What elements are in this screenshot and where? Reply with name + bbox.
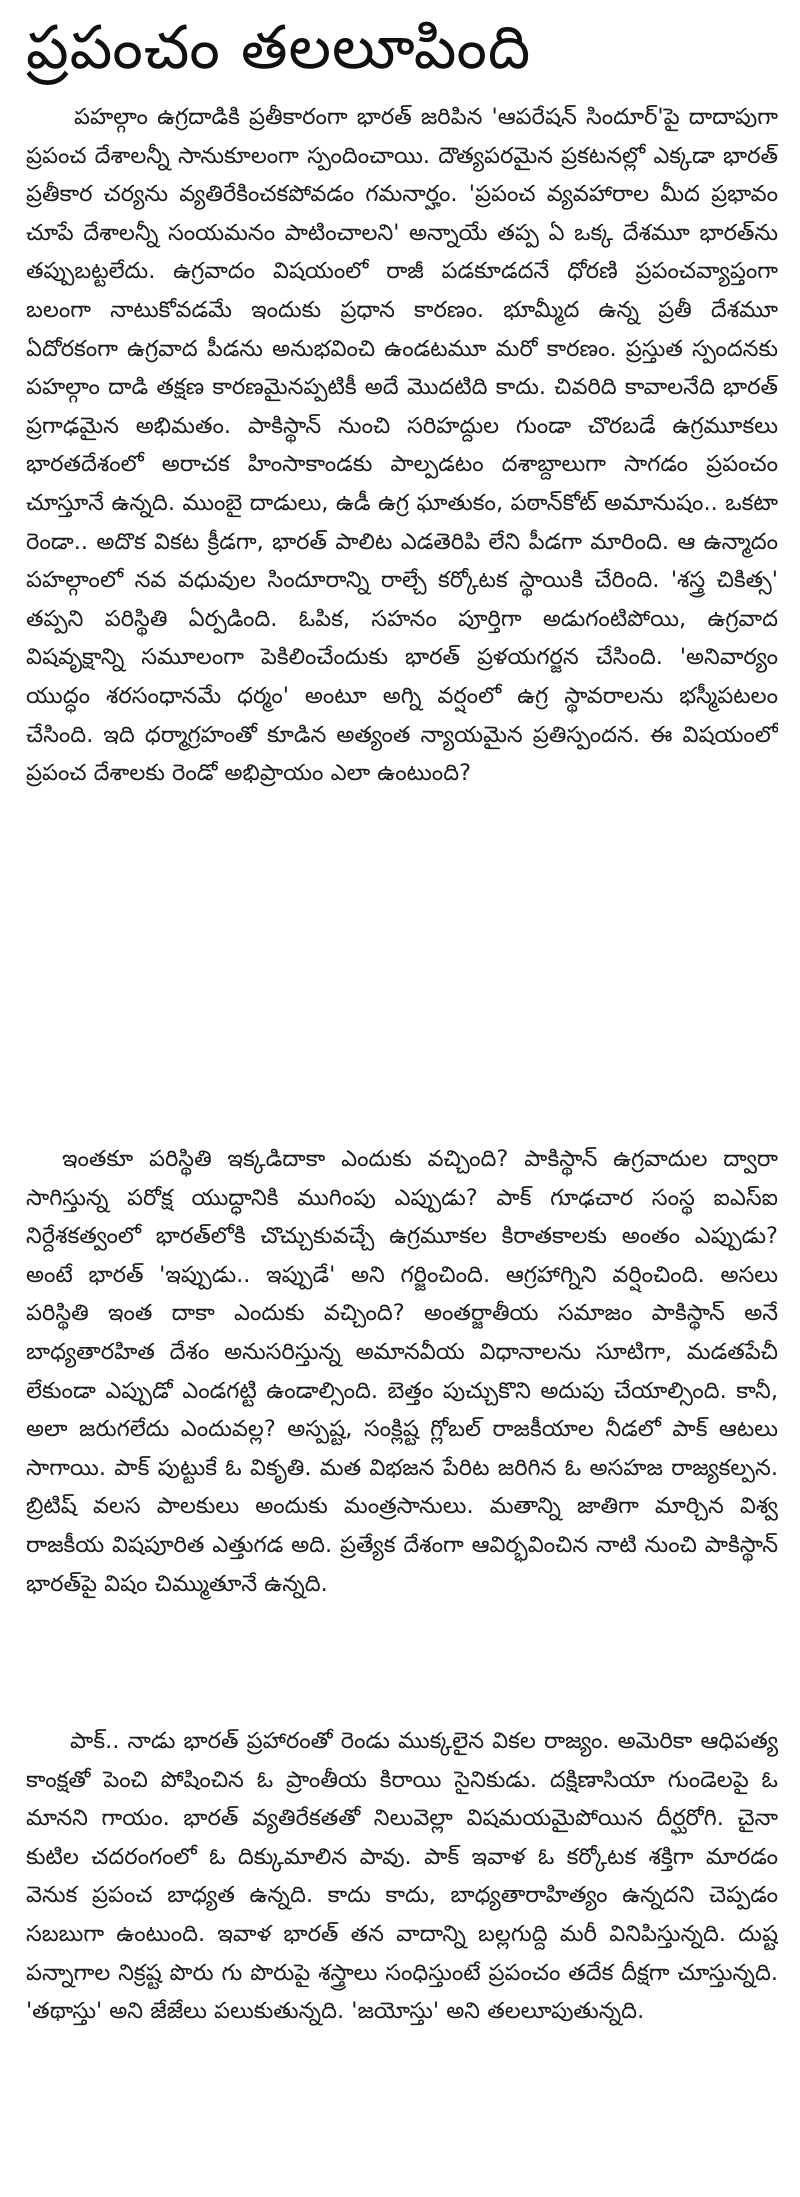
article-body: [26, 98, 778, 2142]
article-headline: ప్రపంచం తలలూపింది: [26, 13, 532, 83]
article-paragraph-2: ఇంతకూ పరిస్థితి ఇక్కడిదాకా ఎందుకు వచ్చింది? పాకిస్థాన్ ఉగ్రవాదుల ద్వారా సాగిస్తున్న పరోక్ష యుద్ధానికి ముగింపు ఎప్పుడు? పాక్ గూఢచార సంస్థ ఐఎస్ఐ నిర్దేశకత్వంలో భారత్‌లోకి చొచ్చుకువచ్చే ఉగ్రమూకల కిరాతకాలకు అంతం ఎప్పుడు? అంటే భారత్ 'ఇప్పుడు.. ఇప్పుడే' అని గర్జించింది. ఆగ్రహాగ్నిని వర్షించింది. అసలు పరిస్థితి ఇంత దాకా ఎందుకు వచ్చింది? అంతర్జాతీయ సమాజం పాకిస్థాన్ అనే బాధ్యతారహిత దేశం అనుసరిస్తున్న అమానవీయ విధానాలను సూటిగా, మడతపేచీ లేకుండా ఎప్పుడో ఎండగట్టి ఉండాల్సింది. బెత్తం పుచ్చుకొని అదుపు చేయాల్సింది. కానీ, అలా జరుగలేదు ఎందువల్ల? అస్పష్ట, సంక్లిష్ట గ్లోబల్ రాజకీయాల నీడలో పాక్ ఆటలు సాగాయి. పాక్ పుట్టుకే ఓ వికృతి. మత విభజన పేరిట జరిగిన ఓ అసహజ రాజ్యకల్పన. బ్రిటిష్ వలస పాలకులు అందుకు మంత్రసానులు. మతాన్ని జాతిగా మార్చిన విశ్వ రాజకీయ విషపూరిత ఎత్తుగడ అది. ప్రత్యేక దేశంగా ఆవిర్భవించిన నాటి నుంచి పాకిస్థాన్ భారత్‌పై విషం చిమ్ముతూనే ఉన్నది.: [26, 1146, 778, 1597]
article-paragraph-3: పాక్.. నాడు భారత్ ప్రహారంతో రెండు ముక్కలైన వికల రాజ్యం. అమెరికా ఆధిపత్య కాంక్షతో పెంచి పోషించిన ఓ ప్రాంతీయ కిరాయి సైనికుడు. దక్షిణాసియా గుండెలపై ఓ మానని గాయం. భారత్ వ్యతిరేకతతో నిలువెల్లా విషమయమైపోయిన దీర్ఘరోగి. చైనా కుటిల చదరంగంలో ఓ దిక్కుమాలిన పావు. పాక్ ఇవాళ ఓ కర్కోటక శక్తిగా మారడం వెనుక ప్రపంచ బాధ్యత ఉన్నది. కాదు కాదు, బాధ్యతారాహిత్యం ఉన్నదని చెప్పడం సబబుగా ఉంటుంది. ఇవాళ భారత్ తన వాదాన్ని బల్లగుద్ది మరీ వినిపిస్తున్నది. దుష్ట పన్నాగాల నిక్రష్ట పొరు గు పొరుపై శస్త్రాలు సంధిస్తుంటే ప్రపంచం తదేక దీక్షగా చూస్తున్నది. 'తథాస్తు' అని జేజేలు పలుకుతున్నది. 'జయోస్తు' అని తలలూపుతున్నది.: [26, 1728, 778, 2025]
article-paragraph-1: పహల్గాం ఉగ్రదాడికి ప్రతీకారంగా భారత్ జరిపిన 'ఆపరేషన్ సిందూర్'పై దాదాపుగా ప్రపంచ దేశాలన్నీ సానుకూలంగా స్పందించాయి. దౌత్యపరమైన ప్రకటనల్లో ఎక్కడా భారత్ ప్రతీకార చర్యను వ్యతిరేకించకపోవడం గమనార్హం. 'ప్రపంచ వ్యవహారాల మీద ప్రభావం చూపే దేశాలన్నీ సంయమనం పాటించాలని' అన్నాయే తప్ప ఏ ఒక్క దేశమూ భారత్‌ను తప్పుబట్టలేదు. ఉగ్రవాదం విషయంలో రాజీ పడకూడదనే ధోరణి ప్రపంచవ్యాప్తంగా బలంగా నాటుకోవడమే ఇందుకు ప్రధాన కారణం. భూమ్మీద ఉన్న ప్రతీ దేశమూ ఏదోరకంగా ఉగ్రవాద పీడను అనుభవించి ఉండటమూ మరో కారణం. ప్రస్తుత స్పందనకు పహల్గాం దాడి తక్షణ కారణమైనప్పటికీ అదే మొదటిది కాదు. చివరిది కావాలనేది భారత్ ప్రగాఢమైన అభిమతం. పాకిస్థాన్ నుంచి సరిహద్దుల గుండా చొరబడే ఉగ్రమూకలు భారతదేశంలో అరాచక హింసాకాండకు పాల్పడటం దశాబ్దాలుగా సాగడం ప్రపంచం చూస్తూనే ఉన్నది. ముంబై దాడులు, ఉడీ ఉగ్ర ఘాతుకం, పఠాన్‌కోట్ అమానుషం.. ఒకటా రెండా.. అదొక వికట క్రీడగా, భారత్ పాలిట ఎడతెరిపి లేని పీడగా మారింది. ఆ ఉన్మాదం పహల్గాంలో నవ వధువుల సిందూరాన్ని రాల్చే కర్కోటక స్థాయికి చేరింది. 'శస్త్ర చికిత్స' తప్పని పరిస్థితి ఏర్పడింది. ఓపిక, సహనం పూర్తిగా అడుగంటిపోయి, ఉగ్రవాద విషవృక్షాన్ని సమూలంగా పెకిలించేందుకు భారత్ ప్రళయగర్జన చేసింది. 'అనివార్యం యుద్ధం శరసంధానమే ధర్మం' అంటూ అగ్ని వర్షంలో ఉగ్ర స్థావరాలను భస్మీపటలం చేసింది. ఇది ధర్మాగ్రహంతో కూడిన అత్యంత న్యాయమైన ప్రతిస్పందన. ఈ విషయంలో ప్రపంచ దేశాలకు రెండో అభిప్రాయం ఎలా ఉంటుంది?: [26, 104, 778, 787]
